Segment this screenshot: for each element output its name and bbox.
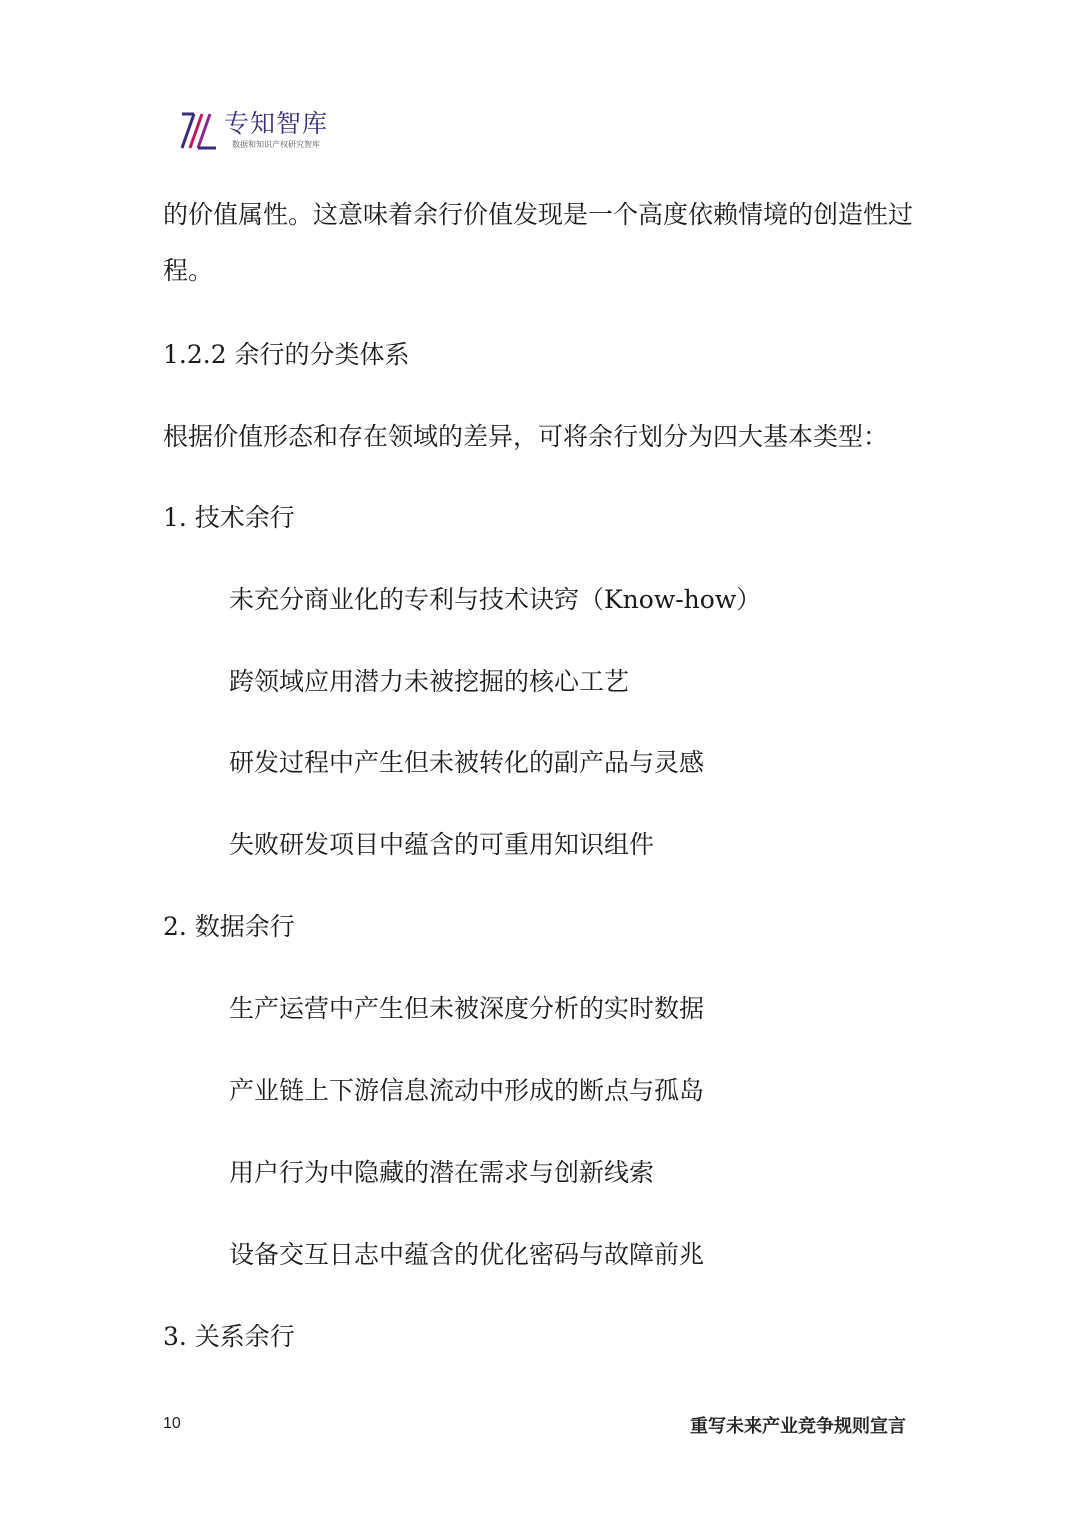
page-number: 10 [163, 1415, 181, 1432]
category-heading: 1. 技术余行 [163, 503, 295, 532]
category-heading: 3. 关系余行 [163, 1322, 295, 1351]
intro-paragraph: 的价值属性。这意味着余行价值发现是一个高度依赖情境的创造性过程。 [163, 200, 914, 285]
list-item: 失败研发项目中蕴含的可重用知识组件 [229, 830, 655, 859]
logo-mark-icon [180, 110, 220, 152]
list-item: 产业链上下游信息流动中形成的断点与孤岛 [229, 1076, 705, 1105]
document-title: 重写未来产业竞争规则宣言 [690, 1416, 906, 1437]
list-item: 设备交互日志中蕴含的优化密码与故障前兆 [229, 1240, 705, 1269]
brand-logo [180, 110, 350, 152]
logo-subtitle: 数据和知识产权研究智库 [232, 140, 320, 149]
logo-title: 专知智库 [224, 109, 329, 138]
list-item: 用户行为中隐藏的潜在需求与创新线索 [229, 1158, 655, 1187]
lead-sentence: 根据价值形态和存在领域的差异，可将余行划分为四大基本类型： [163, 422, 889, 451]
list-item: 跨领域应用潜力未被挖掘的核心工艺 [229, 667, 630, 696]
category-heading: 2. 数据余行 [163, 912, 295, 941]
list-item: 生产运营中产生但未被深度分析的实时数据 [229, 994, 705, 1023]
section-heading: 1.2.2 余行的分类体系 [163, 340, 410, 369]
list-item: 未充分商业化的专利与技术诀窍（Know-how） [229, 585, 762, 614]
list-item: 研发过程中产生但未被转化的副产品与灵感 [229, 748, 705, 777]
